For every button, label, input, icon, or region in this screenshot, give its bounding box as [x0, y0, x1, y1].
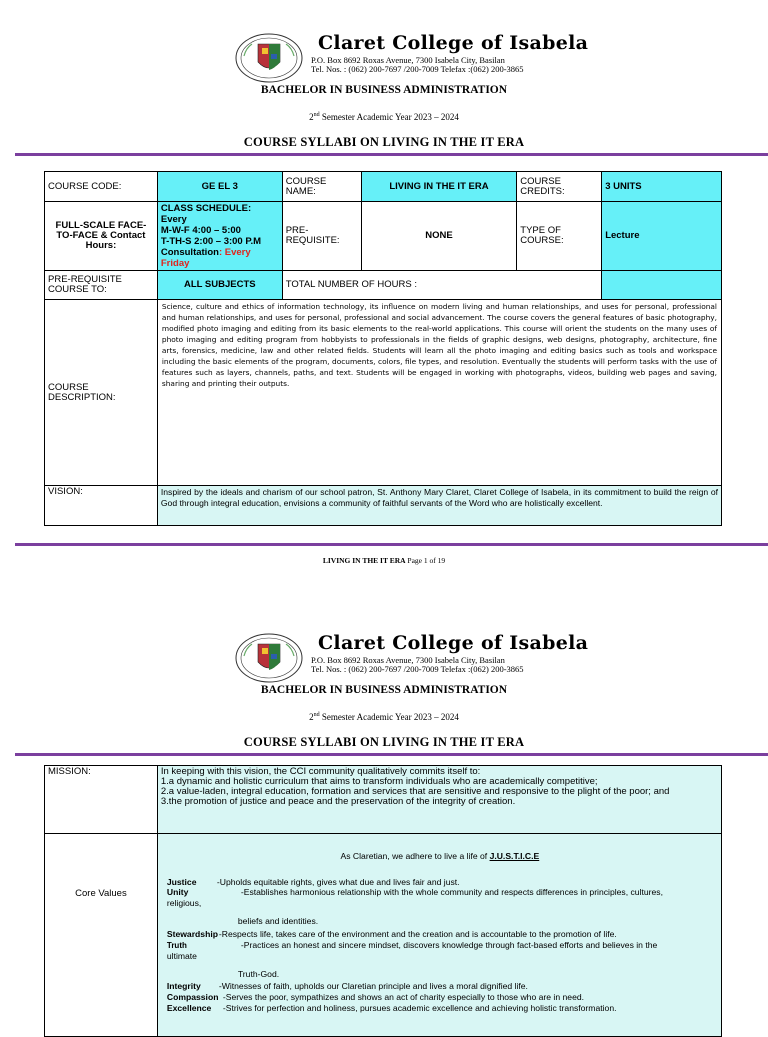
truth-text: -Practices an honest and sincere mindset, discovers knowledge through fact-based efforts and believes in the — [240, 940, 658, 950]
course-credits-value: 3 UNITS — [602, 172, 722, 202]
value-truth — [167, 940, 657, 951]
prerequisite-to-value: ALL SUBJECTS — [157, 271, 282, 300]
course-info-table — [44, 171, 722, 526]
letterhead — [0, 28, 768, 88]
semester-sup: nd — [313, 112, 320, 118]
mission-item-3: 3.the promotion of justice and peace and the preservation of the integrity of creation. — [160, 796, 516, 807]
consultation-value: : Every Friday — [160, 247, 251, 269]
header-divider — [15, 753, 768, 756]
course-type-value: Lecture — [602, 202, 722, 271]
justice-term: Justice — [166, 877, 197, 887]
semester-ordinal: 2 — [309, 712, 314, 722]
class-schedule-cell — [157, 202, 282, 271]
schedule-line-2: M-W-F 4:00 – 5:00 — [160, 225, 241, 236]
college-seal-logo — [234, 32, 304, 84]
core-values-text — [157, 834, 721, 1037]
course-description-text: Science, culture and ethics of information technology, its influence on modern living and human relationships, and uses for personal, professional and human relationships, and uses for personal, professional and social advancement. The course covers the general features of basic photography, modified photo imaging and editing from its basic elements to the real-world applications. This course will orient the students on the many uses of photo imaging and editing program from hobbyists to professionals in the fields of graphic designs, web designs, photography, architecture, fine arts, forensics, medicine, law and other related fields. Students will learn all the photo imaging and editing basics such as tools and workspace including the basic elements of the program, documents, colors, file types, and resolution. Eventually the students will perform tasks with the use of features such as layers, channels, paths, and text. Students will be engaged in working with photographs, videos, building web pages and saving, sharing and printing their outputs. — [157, 300, 721, 486]
college-name: Claret College of Isabela — [318, 632, 589, 654]
syllabi-title: COURSE SYLLABI ON LIVING IN THE IT ERA — [243, 735, 525, 749]
integrity-term: Integrity — [166, 981, 201, 991]
vision-label: VISION: — [45, 486, 158, 526]
core-values-intro — [161, 851, 719, 861]
core-values-acronym: J.U.S.T.I.C.E — [489, 851, 540, 861]
mission-text — [157, 766, 721, 834]
total-hours-label: TOTAL NUMBER OF HOURS : — [282, 271, 601, 300]
truth-term: Truth — [166, 941, 187, 950]
mission-intro: In keeping with this vision, the CCI community qualitatively commits itself to: — [160, 766, 481, 777]
college-address — [311, 56, 524, 74]
compassion-text: -Serves the poor, sympathizes and shows an act of charity especially to those who are in need. — [222, 992, 585, 1002]
stewardship-term: Stewardship — [166, 929, 218, 939]
address-line: P.O. Box 8692 Roxas Avenue, 7300 Isabela City, Basilan — [311, 655, 505, 665]
semester-line — [0, 712, 768, 722]
unity-term: Unity — [166, 887, 189, 897]
excellence-text: -Strives for perfection and holiness, pursues academic excellence and achieving holistic transformation. — [222, 1003, 617, 1013]
value-integrity — [167, 981, 528, 991]
semester-text: Semester Academic Year 2023 – 2024 — [321, 112, 459, 122]
core-values-label: Core Values — [45, 834, 158, 1037]
value-compassion — [167, 992, 584, 1002]
prerequisite-value: NONE — [361, 202, 517, 271]
semester-ordinal: 2 — [309, 112, 314, 122]
schedule-title: CLASS SCHEDULE: — [160, 203, 252, 214]
course-code-label: COURSE CODE: — [45, 172, 158, 202]
semester-text: Semester Academic Year 2023 – 2024 — [321, 712, 459, 722]
consultation-line — [161, 247, 279, 269]
course-name-label: COURSE NAME: — [282, 172, 361, 202]
address-line: P.O. Box 8692 Roxas Avenue, 7300 Isabela City, Basilan — [311, 55, 505, 65]
truth-continuation: Truth-God. — [237, 969, 280, 979]
justice-text: -Upholds equitable rights, gives what due and lives fair and just. — [216, 877, 460, 887]
college-address — [311, 656, 524, 674]
mission-item-1: 1.a dynamic and holistic curriculum that aims to transform individuals who are academically competitive; — [160, 776, 598, 787]
delivery-mode-label: FULL-SCALE FACE-TO-FACE & Contact Hours: — [45, 202, 158, 271]
schedule-line-1: Every — [160, 214, 187, 225]
page-footer — [0, 556, 768, 565]
course-credits-label: COURSE CREDITS: — [517, 172, 602, 202]
value-justice — [167, 877, 460, 887]
syllabi-title: COURSE SYLLABI ON LIVING IN THE IT ERA — [243, 135, 525, 149]
core-values-intro-text: As Claretian, we adhere to live a life of — [340, 851, 490, 861]
college-name: Claret College of Isabela — [318, 32, 589, 54]
syllabus-page-2 — [0, 600, 768, 1024]
mission-item-2: 2.a value-laden, integral education, formation and services that are sensitive and responsive to the plight of the poor; and — [160, 786, 670, 797]
college-seal-logo — [234, 632, 304, 684]
course-code-value: GE EL 3 — [157, 172, 282, 202]
prerequisite-to-label: PRE-REQUISITE COURSE TO: — [45, 271, 158, 300]
course-name-value: LIVING IN THE IT ERA — [361, 172, 517, 202]
program-title: BACHELOR IN BUSINESS ADMINISTRATION — [260, 84, 508, 96]
letterhead — [0, 628, 768, 688]
integrity-text: -Witnesses of faith, upholds our Claretian principle and lives a moral dignified life. — [218, 981, 528, 991]
program-title: BACHELOR IN BUSINESS ADMINISTRATION — [260, 684, 508, 696]
unity-overflow: religious, — [166, 898, 202, 908]
value-excellence — [167, 1003, 617, 1013]
telephone-line: Tel. Nos. : (062) 200-7697 /200-7009 Telefax :(062) 200-3865 — [311, 664, 524, 674]
value-unity — [167, 887, 663, 897]
excellence-term: Excellence — [166, 1003, 212, 1013]
footer-title: LIVING IN THE IT ERA — [322, 556, 406, 565]
vision-text: Inspired by the ideals and charism of our school patron, St. Anthony Mary Claret, Claret College of Isabela, in its commitment to build the reign of God through integral education, envisions a community of faithful servants of the Word who are holistically excellent. — [157, 486, 721, 526]
footer-divider — [15, 543, 768, 546]
total-hours-value — [602, 271, 722, 300]
compassion-term: Compassion — [166, 992, 219, 1002]
prerequisite-label: PRE-REQUISITE: — [282, 202, 361, 271]
consultation-label: Consultation — [160, 247, 219, 258]
course-type-label: TYPE OF COURSE: — [517, 202, 602, 271]
schedule-line-3: T-TH-S 2:00 – 3:00 P.M — [160, 236, 262, 247]
unity-continuation: beliefs and identities. — [237, 916, 319, 926]
stewardship-text: -Respects life, takes care of the environment and the creation and is accountable to the promotion of life. — [218, 929, 617, 939]
course-description-label: COURSE DESCRIPTION: — [45, 300, 158, 486]
semester-line — [0, 112, 768, 122]
semester-sup: nd — [313, 712, 320, 718]
truth-overflow: ultimate — [166, 951, 197, 961]
unity-text: -Establishes harmonious relationship with the whole community and respects differences in principles, cultures, — [240, 887, 663, 897]
mission-values-table — [44, 765, 722, 1037]
header-divider — [15, 153, 768, 156]
telephone-line: Tel. Nos. : (062) 200-7697 /200-7009 Telefax :(062) 200-3865 — [311, 64, 524, 74]
footer-page-number: Page 1 of 19 — [407, 556, 446, 565]
mission-label: MISSION: — [45, 766, 158, 834]
value-stewardship — [167, 929, 617, 939]
